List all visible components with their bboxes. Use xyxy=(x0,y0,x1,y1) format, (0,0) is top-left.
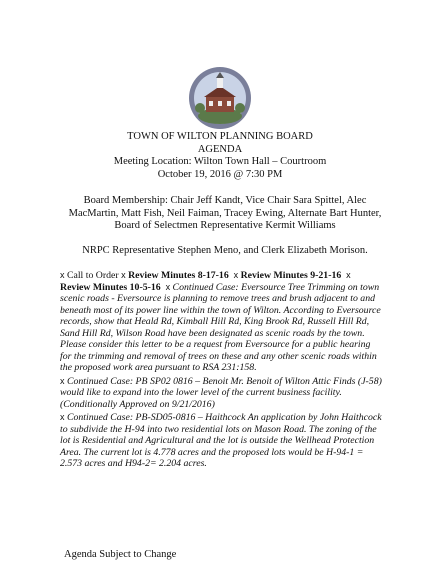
bullet-x: x xyxy=(121,270,126,280)
continued-case-haithcock: Continued Case: PB-SD05-0816 – Haithcock An application by John Haithcock to subdivide the H-94 into two residential lots on Mason Road. The zoning of the lot is Residential and Agricultural and the lot is outside the Wellhead Protection Area. The current lot is 4.778 acres and the proposed lots would be H-94-1 = 2.573 acres and H94-2= 2.204 acres. xyxy=(60,412,382,469)
bullet-x: x xyxy=(60,412,65,422)
meeting-location: Meeting Location: Wilton Town Hall – Courtroom xyxy=(113,156,327,167)
town-seal-icon xyxy=(188,66,252,130)
agenda-footer: Agenda Subject to Change xyxy=(64,549,177,560)
meeting-date: October 19, 2016 @ 7:30 PM xyxy=(157,168,283,180)
continued-case-eversource: Continued Case: Eversource Tree Trimming on town scenic roads - Eversource is planning to remove trees and brush adjacent to and beneath most of its power line within the town of Wilton. According to Eversource records, show that Heald Rd, Kimball Hill Rd, King Brook Rd, Russell Hill Rd, Sand Hill Rd, Wilson Road have been designated as scenic roads by the town. Please consider this letter to be a request from Eversource for a public hearing for the trimming and removal of trees on these and any other scenic roads within the proposed work area pursuant to RSA 231:158. xyxy=(60,281,381,373)
agenda-title: AGENDA xyxy=(197,143,243,155)
continued-case-benoit: Continued Case: PB SP02 0816 – Benoit Mr. Benoit of Wilton Attic Finds (J-58) would like to expand into the lower level of the current business facility. (Conditionally Approved on 9/21/2016) xyxy=(60,375,382,410)
review-minutes-3: Review Minutes 10-5-16 xyxy=(60,281,161,293)
bullet-x: x xyxy=(346,270,351,280)
review-minutes-2: Review Minutes 9-21-16 xyxy=(240,270,342,281)
agenda-item xyxy=(60,412,382,470)
call-to-order: Call to Order xyxy=(66,270,119,281)
agenda-header xyxy=(0,131,440,181)
agenda-items xyxy=(60,270,382,472)
board-title: TOWN OF WILTON PLANNING BOARD xyxy=(127,131,313,142)
bullet-x: x xyxy=(60,375,65,386)
nrpc-representative: NRPC Representative Stephen Meno, and Clerk Elizabeth Morison. xyxy=(82,245,368,256)
membership-line: MacMartin, Matt Fish, Neil Faiman, Tracey Ewing, Alternate Bart Hunter, xyxy=(68,207,382,219)
membership-line: Board Membership: Chair Jeff Kandt, Vice Chair Sara Spittel, Alec xyxy=(83,195,367,206)
bullet-x: x xyxy=(60,270,65,280)
bullet-x: x xyxy=(233,270,239,280)
review-minutes-1: Review Minutes 8-17-16 xyxy=(128,270,229,281)
bullet-x: x xyxy=(165,281,171,292)
agenda-item xyxy=(60,376,382,411)
agenda-item xyxy=(60,270,382,374)
board-membership xyxy=(40,195,410,233)
membership-line: Board of Selectmen Representative Kermit Williams xyxy=(114,220,336,231)
